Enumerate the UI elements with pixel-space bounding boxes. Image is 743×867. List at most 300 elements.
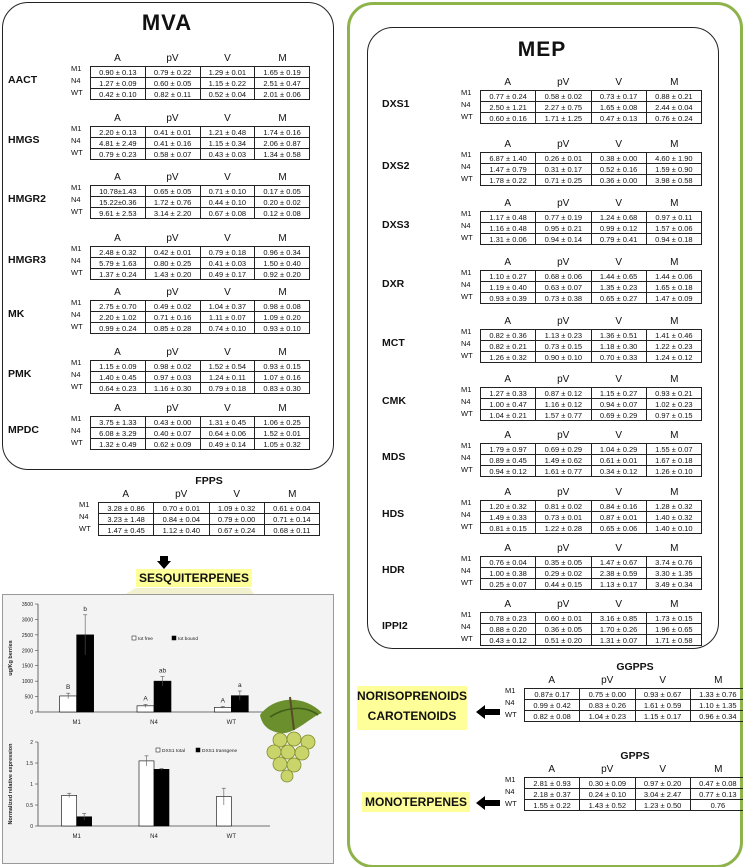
value-cell: 0.79 ± 0.00 [209,514,264,525]
gene-block [382,486,704,536]
column-header: V [224,53,231,64]
value-cell: 0.81 ± 0.02 [536,501,591,512]
value-cell: 0.65 ± 0.05 [145,186,200,197]
value-cell: 0.84 ± 0.16 [591,501,646,512]
column-header: V [615,487,623,498]
column-header: pV [557,599,570,610]
column-header: pV [175,489,188,500]
value-cell: 0.71 ± 0.10 [200,186,255,197]
x-tick-label: WT [226,834,236,840]
value-cell: 0.44 ± 0.10 [200,197,255,208]
value-cell: 0.36 ± 0.05 [536,624,591,635]
value-cell: 1.65 ± 0.08 [591,102,646,113]
value-cell: 0.97 ± 0.15 [646,410,701,421]
row-label: WT [461,292,473,301]
value-cell: 0.76 ± 0.04 [481,557,536,568]
column-header: M [278,403,287,414]
value-cell: 0.93 ± 0.67 [635,689,690,700]
left-arrow-icon [476,705,500,719]
value-cell: 0.47 ± 0.08 [690,778,743,789]
gene-name: MK [8,308,25,320]
value-cell: 0.41 ± 0.16 [145,138,200,149]
value-cell: 0.68 ± 0.11 [264,525,319,536]
row-label: M1 [71,298,82,307]
column-header: V [615,316,623,327]
value-cell: 0.97 ± 0.20 [635,778,690,789]
monoterpenes-label: MONOTERPENES [362,792,470,812]
value-cell: 0.82 ± 0.11 [145,89,200,100]
value-cell: 1.49 ± 0.62 [536,455,591,466]
gene-block [382,256,704,306]
column-header: V [224,403,231,414]
row-label: N4 [71,310,81,319]
column-header: pV [557,316,570,327]
gene-name: DXS1 [382,98,410,110]
value-cell: 3.74 ± 0.76 [646,557,701,568]
column-header: pV [557,257,570,268]
value-cell: 0.98 ± 0.08 [255,301,310,312]
value-cell: 1.73 ± 0.15 [646,613,701,624]
table-row [481,523,702,534]
column-header: A [114,233,121,244]
value-cell: 0.99 ± 0.12 [591,223,646,234]
column-header: pV [557,139,570,150]
value-cell: 0.29 ± 0.02 [536,568,591,579]
row-label: WT [71,322,83,331]
table-row [91,417,310,428]
table-row [91,197,310,208]
value-cell: 0.17 ± 0.05 [255,186,310,197]
value-cell: 1.35 ± 0.23 [591,282,646,293]
table-row [481,293,702,304]
value-table [90,246,310,280]
column-header: M [670,374,679,385]
value-cell: 1.37 ± 0.24 [91,269,146,280]
column-header: V [615,77,623,88]
value-cell: 0.93 ± 0.39 [481,293,536,304]
value-cell: 1.07 ± 0.16 [255,372,310,383]
legend-swatch [196,748,200,752]
table-row [481,352,702,363]
table-row [91,301,310,312]
y-tick-label: 1500 [21,663,33,670]
column-header: pV [601,764,614,775]
column-header: M [670,543,679,554]
value-cell: 0.68 ± 0.06 [536,271,591,282]
table-row [481,175,702,186]
bar-chart [8,602,270,726]
value-cell: 2.27 ± 0.75 [536,102,591,113]
table-row [91,89,310,100]
value-cell: 1.21 ± 0.48 [200,127,255,138]
row-label: M1 [461,554,472,563]
value-cell: 1.20 ± 0.32 [481,501,536,512]
value-cell: 0.64 ± 0.06 [200,428,255,439]
column-header: M [278,287,287,298]
mva-title: MVA [141,10,193,35]
value-cell: 1.22 ± 0.23 [646,341,701,352]
value-cell: 0.73 ± 0.17 [591,91,646,102]
row-label: M1 [71,64,82,73]
value-table [90,66,310,100]
row-label: M1 [461,209,472,218]
table-row [481,399,702,410]
value-cell: 1.04 ± 0.37 [200,301,255,312]
value-cell: 0.58 ± 0.02 [536,91,591,102]
down-arrow-icon [157,556,171,570]
table-row [91,439,310,450]
value-cell: 1.47 ± 0.45 [99,525,154,536]
value-cell: 1.57 ± 0.77 [536,410,591,421]
value-cell: 2.81 ± 0.93 [525,778,580,789]
column-header: A [504,374,512,385]
value-table [480,556,702,590]
value-cell: 2.75 ± 0.70 [91,301,146,312]
y-tick-label: 0 [30,824,33,830]
value-table [480,443,702,477]
value-cell: 1.24 ± 0.11 [200,372,255,383]
value-cell: 3.49 ± 0.34 [646,579,701,590]
value-cell: 0.87 ± 0.12 [536,388,591,399]
value-cell: 3.28 ± 0.86 [99,503,154,514]
value-cell: 2.51 ± 0.47 [255,78,310,89]
value-table [98,502,320,536]
gene-name: DXS2 [382,160,410,172]
row-label: M1 [461,327,472,336]
gene-block [382,315,704,365]
legend-swatch [156,748,160,752]
row-label: WT [71,438,83,447]
row-label: N4 [461,453,471,462]
gene-block [382,429,704,479]
row-label: N4 [461,622,471,631]
column-header: A [114,347,121,358]
value-cell: 1.31 ± 0.06 [481,234,536,245]
column-header: V [615,139,623,150]
gene-name: DXR [382,278,405,290]
gene-name: HMGR2 [8,193,46,205]
value-cell: 0.88 ± 0.20 [481,624,536,635]
value-cell: 1.28 ± 0.32 [646,501,701,512]
value-cell: 0.65 ± 0.06 [591,523,646,534]
column-header: M [714,764,723,775]
sesquiterpenes-label: SESQUITERPENES [136,569,252,587]
value-cell: 0.40 ± 0.07 [145,428,200,439]
row-label: N4 [461,566,471,575]
significance-label: A [143,695,148,703]
gene-block [8,346,312,396]
column-header: V [659,675,667,686]
row-label: M1 [71,244,82,253]
gene-block [8,402,312,452]
value-cell: 0.99 ± 0.42 [525,700,580,711]
value-cell: 1.36 ± 0.51 [591,330,646,341]
table-row [91,428,310,439]
value-cell: 4.81 ± 2.49 [91,138,146,149]
column-header: pV [166,347,179,358]
gene-name: GGPPS [616,661,654,673]
column-header: M [670,599,679,610]
table-row [91,383,310,394]
value-cell: 0.73 ± 0.38 [536,293,591,304]
value-cell: 1.23 ± 0.50 [635,800,690,811]
value-cell: 0.71 ± 0.14 [264,514,319,525]
row-label: WT [71,207,83,216]
value-cell: 0.43 ± 0.00 [145,417,200,428]
value-cell: 1.71 ± 1.25 [536,113,591,124]
table-row [91,149,310,160]
table-row [99,525,320,536]
value-cell: 1.74 ± 0.16 [255,127,310,138]
table-row [481,330,702,341]
gene-block [382,197,704,247]
value-cell: 1.09 ± 0.20 [255,312,310,323]
value-cell: 1.61 ± 0.59 [635,700,690,711]
value-cell: 2.48 ± 0.32 [91,247,146,258]
column-header: A [114,53,121,64]
column-header: V [224,347,231,358]
row-label: M1 [461,498,472,507]
value-cell: 1.24 ± 0.68 [591,212,646,223]
value-table [480,270,702,304]
value-cell: 1.16 ± 0.48 [481,223,536,234]
bar [139,761,154,826]
row-label: M1 [505,775,516,784]
column-header: M [278,113,287,124]
value-cell: 1.16 ± 0.12 [536,399,591,410]
value-cell: 0.41 ± 0.01 [145,127,200,138]
column-header: A [504,430,512,441]
value-cell: 1.44 ± 0.65 [591,271,646,282]
value-cell: 0.90 ± 0.13 [91,67,146,78]
y-axis-label: Normalized relative expression [8,743,14,825]
value-cell: 0.99 ± 0.24 [91,323,146,334]
value-table [480,211,702,245]
value-cell: 0.79 ± 0.18 [200,247,255,258]
column-header: V [224,233,231,244]
column-header: pV [557,543,570,554]
gene-name: HDR [382,564,405,576]
table-row [91,372,310,383]
value-cell: 6.08 ± 3.29 [91,428,146,439]
value-cell: 0.79 ± 0.22 [145,67,200,78]
value-cell: 0.44 ± 0.15 [536,579,591,590]
column-header: pV [557,374,570,385]
value-cell: 1.52 ± 0.01 [255,428,310,439]
value-cell: 1.15 ± 0.17 [635,711,690,722]
value-cell: 1.40 ± 0.10 [646,523,701,534]
table-row [525,778,743,789]
value-cell: 1.59 ± 0.90 [646,164,701,175]
row-label: N4 [505,787,515,796]
value-cell: 0.69 ± 0.29 [536,444,591,455]
column-header: A [504,257,512,268]
value-cell: 0.82 ± 0.21 [481,341,536,352]
value-cell: 0.61 ± 0.04 [264,503,319,514]
row-label: WT [461,465,473,474]
row-label: M1 [71,183,82,192]
value-cell: 0.60 ± 0.01 [536,613,591,624]
gene-name: MCT [382,337,405,349]
row-label: N4 [71,426,81,435]
value-cell: 0.77 ± 0.24 [481,91,536,102]
row-label: WT [461,233,473,242]
carotenoids-text: CAROTENOIDS [367,709,457,723]
column-header: M [670,77,679,88]
value-cell: 1.27 ± 0.09 [91,78,146,89]
legend-label: DXS1 total [162,749,185,754]
value-cell: 0.94 ± 0.18 [646,234,701,245]
table-row [91,247,310,258]
value-cell: 0.42 ± 0.10 [91,89,146,100]
value-cell: 0.49 ± 0.14 [200,439,255,450]
table-row [481,388,702,399]
gene-block [8,52,312,102]
value-cell: 1.41 ± 0.46 [646,330,701,341]
value-cell: 3.16 ± 0.85 [591,613,646,624]
row-label: M1 [71,124,82,133]
row-label: M1 [461,385,472,394]
column-header: A [548,764,556,775]
value-cell: 0.49 ± 0.02 [145,301,200,312]
value-cell: 1.26 ± 0.10 [646,466,701,477]
row-label: N4 [461,162,471,171]
table-row [481,91,702,102]
value-cell: 0.20 ± 0.02 [255,197,310,208]
column-header: V [224,172,231,183]
y-tick-label: 1.5 [26,761,33,767]
row-label: M1 [461,150,472,159]
value-cell: 0.94 ± 0.07 [591,399,646,410]
gene-name: DXS3 [382,219,410,231]
table-row [481,234,702,245]
y-tick-label: 3000 [21,617,33,624]
value-cell: 0.94 ± 0.12 [481,466,536,477]
column-header: A [504,77,512,88]
significance-label: a [238,682,242,690]
value-cell: 0.94 ± 0.14 [536,234,591,245]
table-row [525,711,743,722]
value-cell: 0.90 ± 0.10 [536,352,591,363]
row-label: WT [461,522,473,531]
value-cell: 1.10 ± 1.35 [690,700,743,711]
column-header: M [278,233,287,244]
value-cell: 5.79 ± 1.63 [91,258,146,269]
row-label: N4 [461,100,471,109]
value-cell: 0.77 ± 0.19 [536,212,591,223]
table-row [91,78,310,89]
value-cell: 0.97 ± 0.03 [145,372,200,383]
table-row [481,102,702,113]
row-label: M1 [461,441,472,450]
value-cell: 1.29 ± 0.01 [200,67,255,78]
value-cell: 1.71 ± 0.58 [646,635,701,646]
gene-block [382,76,704,126]
value-cell: 1.70 ± 0.26 [591,624,646,635]
table-row [525,800,743,811]
y-tick-label: 0 [30,710,33,716]
y-tick-label: 2500 [21,632,33,639]
x-tick-label: M1 [72,720,81,726]
table-row [481,557,702,568]
value-cell: 2.50 ± 1.21 [481,102,536,113]
grape-cluster-image [250,695,330,790]
value-cell: 1.04 ± 0.21 [481,410,536,421]
value-cell: 0.95 ± 0.21 [536,223,591,234]
value-cell: 0.92 ± 0.20 [255,269,310,280]
value-cell: 0.61 ± 0.01 [591,455,646,466]
value-table [480,90,702,124]
value-cell: 1.15 ± 0.34 [200,138,255,149]
row-label: N4 [461,510,471,519]
value-cell: 1.79 ± 0.97 [481,444,536,455]
column-header: A [504,139,512,150]
value-cell: 1.57 ± 0.06 [646,223,701,234]
value-cell: 0.87 ± 0.01 [591,512,646,523]
gene-name: HMGS [8,134,40,146]
norisoprenoids-text: NORISOPRENOIDS [357,689,468,703]
gene-block [382,598,704,648]
table-row [91,258,310,269]
table-row [91,67,310,78]
legend-swatch [172,636,176,640]
column-header: pV [166,233,179,244]
value-table [90,126,310,160]
value-cell: 0.34 ± 0.12 [591,466,646,477]
table-row [481,410,702,421]
value-cell: 1.09 ± 0.32 [209,503,264,514]
row-label: WT [461,174,473,183]
value-cell: 1.12 ± 0.40 [154,525,209,536]
column-header: pV [557,77,570,88]
value-cell: 1.00 ± 0.47 [481,399,536,410]
column-header: V [615,543,623,554]
value-cell: 2.06 ± 0.87 [255,138,310,149]
gene-block [74,475,322,538]
gene-name: GPPS [620,750,650,762]
legend-swatch [132,636,136,640]
column-header: M [670,139,679,150]
gene-name: IPPI2 [382,620,408,632]
value-cell: 0.31 ± 0.17 [536,164,591,175]
value-cell: 0.58 ± 0.07 [145,149,200,160]
value-cell: 1.18 ± 0.30 [591,341,646,352]
row-label: N4 [505,698,515,707]
table-row [481,282,702,293]
row-label: N4 [71,195,81,204]
row-label: N4 [461,339,471,348]
row-label: M1 [505,686,516,695]
column-header: A [504,198,512,209]
value-cell: 1.27 ± 0.33 [481,388,536,399]
legend-label: tot bound [178,637,199,642]
bar [154,769,169,826]
value-cell: 3.75 ± 1.33 [91,417,146,428]
value-table [480,152,702,186]
value-cell: 0.24 ± 0.10 [580,789,635,800]
value-cell: 0.43 ± 0.12 [481,635,536,646]
gene-block [8,171,312,221]
value-cell: 0.70 ± 0.33 [591,352,646,363]
significance-label: b [83,605,87,613]
value-cell: 0.52 ± 0.04 [200,89,255,100]
value-cell: 9.61 ± 2.53 [91,208,146,219]
value-cell: 1.17 ± 0.48 [481,212,536,223]
gene-block [500,661,743,724]
row-label: N4 [71,76,81,85]
row-label: M1 [461,610,472,619]
value-cell: 0.43 ± 0.03 [200,149,255,160]
